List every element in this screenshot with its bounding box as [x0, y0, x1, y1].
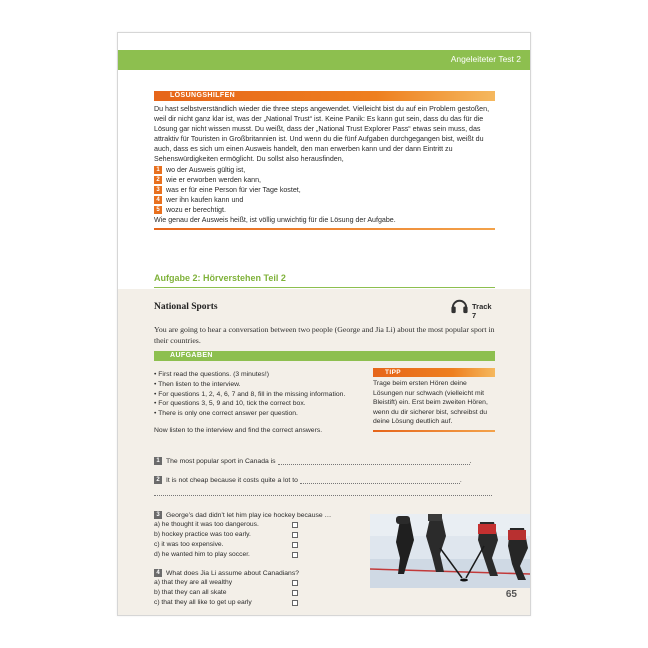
option-row: a) that they are all wealthy: [154, 578, 334, 588]
question-1: 1 The most popular sport in Canada is .: [154, 457, 471, 465]
option-row: d) he wanted him to play soccer.: [154, 550, 334, 560]
option-row: a) he thought it was too dangerous.: [154, 520, 334, 530]
ice-hockey-photo: [370, 514, 530, 588]
loesungshilfen-paragraph: Du hast selbstverständlich wieder die three steps angewendet. Vielleicht bist du auf ein Problem gestoßen, weil dir nicht ganz klar ist, was der „National Trust“ ist. Keine Panik: Es kann gut sein, dass du das für die Lösung gar nicht wissen musst. Du weißt, dass der „National Trust Explorer Pass“ etwas sein muss, das attraktiv für Touristen in Großbritannien ist. Und wenn du die fünf Aufgaben durchgegangen bist, weißt du auch, dass es sich um einen Ausweis handelt, den man erwerben kann und der dann Eintritt zu Sehenswürdigkeiten ermöglicht. Du sollst also herausfinden,: [154, 105, 490, 164]
loesungshilfen-label: LÖSUNGSHILFEN: [154, 91, 495, 101]
question-4: 4 What does Jia Li assume about Canadians?: [154, 569, 299, 577]
list-item: 4 wer ihn kaufen kann und: [154, 195, 495, 205]
list-item: • First read the questions. (3 minutes!): [154, 370, 354, 380]
loesungshilfen-box: [154, 91, 495, 230]
divider: [373, 430, 495, 432]
section-title: National Sports: [154, 302, 218, 312]
list-item: 1 wo der Ausweis gültig ist,: [154, 165, 495, 175]
question-4-options: [154, 578, 334, 608]
checkbox[interactable]: [292, 552, 298, 558]
headphones-icon: [450, 296, 469, 315]
checkbox[interactable]: [292, 580, 298, 586]
option-row: c) it was too expensive.: [154, 540, 334, 550]
tipp-box: [373, 368, 495, 432]
option-row: b) hockey practice was too early.: [154, 530, 334, 540]
answer-field-1[interactable]: [278, 458, 470, 465]
intro-text: You are going to hear a conversation between two people (George and Jia Li) about the most popular sport in their countries.: [154, 325, 495, 345]
option-row: b) that they can all skate: [154, 588, 334, 598]
page-number: 65: [505, 589, 517, 600]
task-heading: Aufgabe 2: Hörverstehen Teil 2: [154, 273, 286, 283]
answer-field-2-continued[interactable]: [154, 495, 492, 496]
list-item: • For questions 1, 2, 4, 6, 7 and 8, fill in the missing information.: [154, 390, 354, 400]
checkbox[interactable]: [292, 590, 298, 596]
checkbox[interactable]: [292, 532, 298, 538]
listening-section: [118, 289, 530, 616]
checkbox[interactable]: [292, 600, 298, 606]
question-2: 2 It is not cheap because it costs quite a lot to .: [154, 476, 462, 484]
question-3-options: [154, 520, 334, 560]
answer-field-2[interactable]: [300, 477, 460, 484]
instructions-list: [154, 370, 354, 419]
divider: [154, 287, 495, 288]
divider: [154, 228, 495, 230]
textbook-page: [117, 32, 531, 616]
list-item: • Then listen to the interview.: [154, 380, 354, 390]
header-title: Angeleiteter Test 2: [450, 54, 521, 64]
question-3: 3 George’s dad didn’t let him play ice hockey because …: [154, 511, 331, 519]
list-item: 2 wie er erworben werden kann,: [154, 175, 495, 185]
tipp-text: Trage beim ersten Hören deine Lösungen nur schwach (vielleicht mit Bleistift) ein. Erst beim zweiten Hören, wenn du dir sicherer bist, schreibst du deine Lösung deutlich auf.: [373, 380, 488, 426]
loesungshilfen-closing: Wie genau der Ausweis heißt, ist völlig unwichtig für die Lösung der Aufgabe.: [154, 215, 396, 224]
list-item: • For questions 3, 5, 9 and 10, tick the correct box.: [154, 399, 354, 409]
aufgaben-label: AUFGABEN: [154, 351, 495, 361]
loesungshilfen-list: [154, 165, 495, 215]
list-item: 3 was er für eine Person für vier Tage kostet,: [154, 185, 495, 195]
checkbox[interactable]: [292, 542, 298, 548]
list-item: 5 wozu er berechtigt.: [154, 205, 495, 215]
tipp-label: TIPP: [373, 368, 495, 377]
track-label: Track 7: [472, 302, 492, 320]
listen-instruction: Now listen to the interview and find the correct answers.: [154, 427, 323, 434]
header-bar: [118, 50, 530, 70]
checkbox[interactable]: [292, 522, 298, 528]
list-item: • There is only one correct answer per question.: [154, 409, 354, 419]
option-row: c) that they all like to get up early: [154, 598, 334, 608]
